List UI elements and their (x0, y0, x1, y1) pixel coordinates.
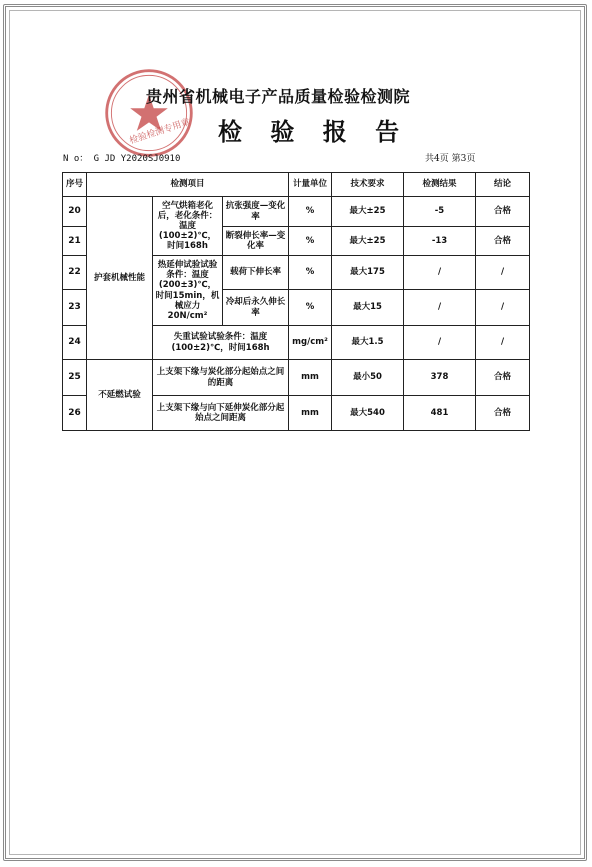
subgroup-hot-set: 热延伸试验试验条件：温度(200±3)℃，时间15min，机械应力20N/cm² (153, 256, 223, 326)
row-test: 载荷下伸长率 (223, 256, 289, 290)
row-conclusion: / (476, 290, 530, 326)
row-requirement: 最小50 (332, 360, 404, 396)
row-unit: mm (289, 360, 332, 396)
document-title: 检 验 报 告 (218, 117, 410, 146)
row-conclusion: / (476, 256, 530, 290)
table-row (63, 360, 530, 396)
report-number: N o： G JD Y2020SJ0910 (63, 154, 181, 164)
group-flame-test: 不延燃试验 (87, 360, 153, 431)
header-conclusion: 结论 (476, 173, 530, 197)
row-conclusion: 合格 (476, 360, 530, 396)
row-conclusion: 合格 (476, 197, 530, 227)
row-result: / (404, 326, 476, 360)
subgroup-aging: 空气烘箱老化后，老化条件：温度(100±2)℃，时间168h (153, 197, 223, 256)
row-requirement: 最大±25 (332, 227, 404, 256)
row-unit: % (289, 227, 332, 256)
header-requirement: 技术要求 (332, 173, 404, 197)
row-result: / (404, 256, 476, 290)
row-seq: 26 (63, 396, 87, 431)
table-row (63, 197, 530, 227)
row-unit: mg/cm² (289, 326, 332, 360)
row-requirement: 最大15 (332, 290, 404, 326)
header-seq: 序号 (63, 173, 87, 197)
row-test: 冷却后永久伸长率 (223, 290, 289, 326)
row-seq: 20 (63, 197, 87, 227)
row-seq: 25 (63, 360, 87, 396)
row-test: 失重试验试验条件：温度(100±2)℃，时间168h (153, 326, 289, 360)
page-indicator: 共4页 第3页 (425, 154, 476, 164)
header-result: 检测结果 (404, 173, 476, 197)
row-requirement: 最大±25 (332, 197, 404, 227)
row-conclusion: 合格 (476, 396, 530, 431)
organization-title: 贵州省机械电子产品质量检验检测院 (146, 87, 411, 106)
group-mechanical: 护套机械性能 (87, 197, 153, 360)
row-unit: mm (289, 396, 332, 431)
row-test: 上支架下缘与炭化部分起始点之间的距离 (153, 360, 289, 396)
table-header-row (63, 173, 530, 197)
row-test: 抗张强度—变化率 (223, 197, 289, 227)
row-result: -5 (404, 197, 476, 227)
row-result: / (404, 290, 476, 326)
row-result: 378 (404, 360, 476, 396)
header-unit: 计量单位 (289, 173, 332, 197)
row-unit: % (289, 197, 332, 227)
row-conclusion: 合格 (476, 227, 530, 256)
row-requirement: 最大175 (332, 256, 404, 290)
official-seal (102, 66, 196, 160)
results-table (62, 172, 530, 431)
row-unit: % (289, 290, 332, 326)
header-item: 检测项目 (87, 173, 289, 197)
row-conclusion: / (476, 326, 530, 360)
seal-text: 检验检测专用章 (128, 117, 192, 147)
row-result: -13 (404, 227, 476, 256)
row-test: 上支架下缘与向下延伸炭化部分起始点之间距离 (153, 396, 289, 431)
row-result: 481 (404, 396, 476, 431)
row-test: 断裂伸长率—变化率 (223, 227, 289, 256)
row-seq: 23 (63, 290, 87, 326)
row-requirement: 最大540 (332, 396, 404, 431)
row-seq: 21 (63, 227, 87, 256)
row-unit: % (289, 256, 332, 290)
row-seq: 24 (63, 326, 87, 360)
row-seq: 22 (63, 256, 87, 290)
row-requirement: 最大1.5 (332, 326, 404, 360)
